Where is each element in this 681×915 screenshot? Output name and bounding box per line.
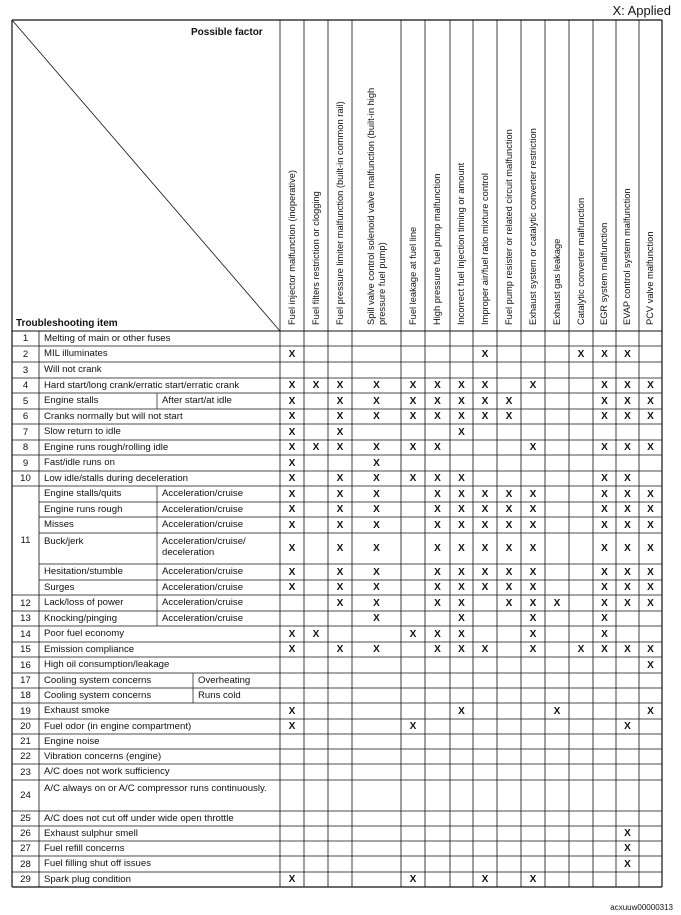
- applied-mark: X: [434, 488, 441, 500]
- applied-mark: X: [624, 519, 631, 531]
- applied-mark: X: [336, 380, 344, 391]
- row-number: 2: [22, 348, 29, 360]
- applied-mark: X: [434, 395, 441, 407]
- applied-mark: X: [336, 519, 344, 531]
- factor-label-line: Fuel pump resister or related circuit malfunction: [503, 129, 514, 325]
- applied-mark: X: [373, 411, 380, 422]
- applied-mark: X: [601, 566, 608, 578]
- applied-mark: X: [481, 395, 489, 407]
- applied-mark: X: [409, 442, 417, 453]
- applied-mark: X: [647, 705, 654, 717]
- factor-label-line: Fuel leakage at fuel line: [407, 226, 418, 325]
- row-number: 13: [20, 613, 31, 624]
- applied-mark: X: [288, 411, 296, 422]
- applied-mark: X: [458, 473, 465, 484]
- applied-mark: X: [505, 582, 513, 593]
- applied-mark: X: [373, 613, 380, 624]
- troubleshooting-item-heading: Troubleshooting item: [16, 318, 118, 329]
- applied-mark: X: [288, 582, 296, 593]
- applied-mark: X: [481, 582, 489, 593]
- condition-cell: Overheating: [198, 675, 251, 686]
- applied-mark: X: [409, 380, 417, 391]
- applied-mark: X: [312, 442, 320, 453]
- factor-label: [504, 129, 515, 325]
- troubleshooting-item: A/C does not cut off under wide open throttle: [44, 813, 234, 824]
- row-number: 6: [22, 411, 29, 422]
- troubleshooting-item: Cranks normally but will not start: [44, 411, 183, 422]
- image-code: acxuuw00000313: [610, 903, 673, 912]
- applied-mark: X: [373, 488, 380, 500]
- condition-cell: Runs cold: [198, 690, 241, 701]
- applied-mark: X: [624, 348, 631, 360]
- troubleshooting-item: Will not crank: [44, 364, 102, 375]
- row-number: 1: [22, 333, 29, 344]
- applied-mark: X: [312, 380, 320, 391]
- row-number: 15: [20, 644, 31, 655]
- applied-mark: X: [624, 597, 631, 609]
- applied-mark: X: [481, 543, 489, 554]
- troubleshooting-item: Fuel odor (in engine compartment): [44, 721, 192, 732]
- applied-mark: X: [288, 442, 296, 453]
- applied-mark: X: [601, 628, 608, 640]
- troubleshooting-item: Fuel refill concerns: [44, 843, 125, 854]
- row-number: 27: [20, 843, 31, 854]
- applied-mark: X: [647, 395, 654, 407]
- applied-mark: X: [336, 582, 344, 593]
- applied-mark: X: [336, 504, 344, 515]
- applied-mark: X: [647, 411, 654, 422]
- applied-mark: X: [601, 613, 608, 624]
- applied-mark: X: [481, 566, 489, 578]
- applied-mark: X: [481, 488, 489, 500]
- applied-mark: X: [601, 411, 608, 422]
- applied-mark: X: [529, 613, 537, 624]
- troubleshooting-item: Fast/idle runs on: [44, 457, 115, 468]
- applied-mark: X: [336, 442, 344, 453]
- troubleshooting-item: Engine stalls/quits: [44, 488, 122, 499]
- applied-mark: X: [373, 566, 380, 578]
- factor-label-line: Fuel pressure limiter malfunction (built-in common rail): [334, 101, 345, 325]
- applied-mark: X: [336, 488, 344, 500]
- applied-mark: X: [577, 644, 585, 655]
- applied-mark: X: [434, 644, 441, 655]
- applied-mark: X: [601, 644, 608, 655]
- applied-mark: X: [288, 628, 296, 640]
- applied-mark: X: [529, 644, 537, 655]
- applied-mark: X: [505, 597, 513, 609]
- factor-label-line: Improper air/fuel ratio mixture control: [479, 173, 490, 325]
- applied-mark: X: [458, 705, 465, 717]
- troubleshooting-item: Emission compliance: [44, 644, 135, 655]
- applied-mark: X: [647, 597, 654, 609]
- applied-mark: X: [624, 473, 631, 484]
- factor-label-line: Incorrect fuel injection timing or amount: [456, 162, 466, 325]
- applied-mark: X: [373, 644, 380, 655]
- troubleshooting-item: Cooling system concerns: [44, 690, 152, 701]
- row-number: 3: [22, 364, 29, 376]
- applied-mark: X: [434, 519, 441, 531]
- troubleshooting-item: Exhaust sulphur smell: [44, 828, 138, 839]
- applied-mark: X: [288, 874, 296, 885]
- troubleshooting-item: Buck/jerk: [44, 536, 84, 547]
- factor-label: [432, 174, 443, 325]
- row-number: 26: [20, 828, 31, 839]
- applied-mark: X: [481, 411, 489, 422]
- factor-label: [622, 188, 633, 325]
- troubleshooting-item: Melting of main or other fuses: [44, 333, 171, 344]
- applied-mark: X: [505, 566, 513, 578]
- applied-mark: X: [529, 488, 537, 500]
- troubleshooting-item: MIL illuminates: [44, 348, 108, 359]
- factor-label: [335, 101, 346, 325]
- applied-mark: X: [288, 644, 296, 655]
- factor-label-line: EVAP control system malfunction: [622, 188, 632, 325]
- troubleshooting-item: Misses: [44, 519, 74, 530]
- row-number: 23: [20, 766, 31, 778]
- factor-label: [528, 128, 539, 325]
- applied-mark: X: [288, 395, 296, 407]
- row-number: 5: [22, 395, 29, 407]
- applied-mark: X: [647, 504, 654, 515]
- applied-mark: X: [288, 519, 296, 531]
- applied-mark: X: [529, 543, 537, 554]
- factor-label: [552, 239, 563, 325]
- applied-mark: X: [553, 597, 561, 609]
- applied-mark: X: [624, 543, 631, 554]
- applied-mark: X: [288, 488, 296, 500]
- troubleshooting-item: Surges: [44, 582, 75, 593]
- header-diagonal: [12, 20, 280, 331]
- applied-mark: X: [458, 395, 465, 407]
- applied-mark: X: [288, 566, 296, 578]
- applied-mark: X: [601, 395, 608, 407]
- troubleshooting-item: A/C does not work sufficiency: [44, 766, 170, 777]
- troubleshooting-item: A/C always on or A/C compressor runs continuously.: [44, 783, 267, 794]
- applied-mark: X: [624, 380, 631, 391]
- applied-mark: X: [647, 659, 654, 671]
- condition-cell: Acceleration/cruise: [162, 582, 244, 593]
- condition-cell: Acceleration/cruise: [162, 613, 244, 624]
- applied-mark: X: [373, 457, 380, 469]
- factor-label-line: Spill valve control solenoid valve malfunction (built-in high: [365, 87, 376, 325]
- troubleshooting-item: Low idle/stalls during deceleration: [44, 473, 188, 484]
- applied-mark: X: [481, 348, 489, 360]
- applied-mark: X: [529, 442, 537, 453]
- applied-mark: X: [373, 380, 380, 391]
- applied-mark: X: [624, 644, 631, 655]
- applied-mark: X: [434, 566, 441, 578]
- applied-mark: X: [505, 488, 513, 500]
- row-number: 7: [22, 426, 29, 438]
- applied-mark: X: [529, 597, 537, 609]
- applied-mark: X: [336, 644, 344, 655]
- troubleshooting-item: Knocking/pinging: [44, 613, 118, 624]
- applied-mark: X: [434, 597, 441, 609]
- applied-mark: X: [458, 380, 465, 391]
- applied-mark: X: [458, 426, 465, 438]
- condition-cell: Acceleration/cruise/ deceleration: [162, 536, 246, 558]
- applied-mark: X: [288, 705, 296, 717]
- factor-label: [599, 223, 610, 325]
- applied-mark: X: [577, 348, 585, 360]
- condition-cell: Acceleration/cruise: [162, 504, 244, 515]
- applied-mark: X: [458, 628, 465, 640]
- factor-label: [311, 191, 322, 325]
- applied-mark: X: [373, 395, 380, 407]
- applied-mark: X: [624, 721, 631, 732]
- applied-mark: X: [624, 442, 631, 453]
- applied-mark: X: [336, 566, 344, 578]
- condition-cell: Acceleration/cruise: [162, 566, 244, 577]
- applied-mark: X: [529, 380, 537, 391]
- applied-mark: X: [601, 582, 608, 593]
- applied-mark: X: [624, 858, 631, 870]
- applied-mark: X: [288, 457, 296, 469]
- factor-label: [287, 170, 298, 325]
- row-number: 17: [20, 675, 31, 686]
- applied-mark: X: [373, 582, 380, 593]
- troubleshooting-item: Cooling system concerns: [44, 675, 152, 686]
- applied-mark: X: [601, 348, 608, 360]
- condition-cell: Acceleration/cruise: [162, 519, 244, 530]
- applied-mark: X: [505, 519, 513, 531]
- applied-mark: X: [529, 582, 537, 593]
- applied-mark: X: [373, 597, 380, 609]
- condition-cell: Acceleration/cruise: [162, 488, 244, 499]
- applied-mark: X: [409, 395, 417, 407]
- row-number: 16: [20, 659, 31, 671]
- applied-mark: X: [647, 543, 654, 554]
- applied-mark: X: [336, 597, 344, 609]
- factor-label: [645, 231, 656, 325]
- factor-label-line: Catalytic converter malfunction: [575, 197, 586, 325]
- factor-label: [408, 227, 419, 325]
- troubleshooting-item: Engine noise: [44, 736, 100, 747]
- applied-mark: X: [601, 543, 608, 554]
- applied-mark: X: [481, 644, 489, 655]
- applied-mark: X: [481, 504, 489, 515]
- applied-mark: X: [288, 380, 296, 391]
- factor-label: [366, 88, 388, 325]
- troubleshooting-item: Hesitation/stumble: [44, 566, 123, 577]
- applied-mark: X: [529, 566, 537, 578]
- applied-mark: X: [601, 519, 608, 531]
- applied-mark: X: [434, 582, 441, 593]
- applied-mark: X: [647, 380, 654, 391]
- applied-mark: X: [288, 426, 296, 438]
- applied-mark: X: [624, 828, 631, 839]
- applied-mark: X: [458, 582, 465, 593]
- factor-label-line: Exhaust system or catalytic converter restriction: [527, 128, 538, 325]
- applied-mark: X: [373, 543, 380, 554]
- factor-label-line: Fuel injector malfunction (inoperative): [286, 169, 297, 325]
- applied-mark: X: [458, 644, 465, 655]
- applied-mark: X: [529, 874, 537, 885]
- applied-mark: X: [624, 411, 631, 422]
- applied-mark: X: [336, 395, 344, 407]
- row-number: 14: [20, 628, 31, 640]
- applied-mark: X: [529, 628, 537, 640]
- applied-mark: X: [601, 597, 608, 609]
- row-number: 4: [22, 380, 29, 391]
- applied-mark: X: [647, 566, 654, 578]
- applied-mark: X: [434, 504, 441, 515]
- row-number: 8: [22, 442, 29, 453]
- applied-mark: X: [624, 566, 631, 578]
- applied-mark: X: [458, 411, 465, 422]
- applied-mark: X: [336, 411, 344, 422]
- applied-mark: X: [505, 543, 513, 554]
- applied-mark: X: [434, 442, 441, 453]
- applied-mark: X: [336, 543, 344, 554]
- troubleshooting-item: Fuel filling shut off issues: [44, 858, 152, 869]
- applied-mark: X: [458, 566, 465, 578]
- applied-mark: X: [529, 519, 537, 531]
- applied-mark: X: [373, 442, 380, 453]
- applied-mark: X: [336, 473, 344, 484]
- applied-mark: X: [409, 411, 417, 422]
- factor-label-line: PCV valve malfunction: [645, 231, 655, 325]
- applied-mark: X: [529, 504, 537, 515]
- applied-mark: X: [288, 543, 296, 554]
- applied-mark: X: [434, 380, 441, 391]
- condition-cell: After start/at idle: [162, 395, 232, 406]
- troubleshooting-item: Spark plug condition: [44, 874, 131, 885]
- troubleshooting-item: Poor fuel economy: [44, 628, 124, 639]
- applied-mark: X: [458, 504, 465, 515]
- troubleshooting-item: Hard start/long crank/erratic start/erratic crank: [44, 380, 240, 391]
- row-number: 10: [20, 473, 31, 484]
- applied-mark: X: [481, 874, 489, 885]
- applied-mark: X: [409, 874, 417, 885]
- row-number: 28: [20, 858, 31, 870]
- applied-mark: X: [624, 843, 631, 854]
- applied-mark: X: [458, 519, 465, 531]
- row-number: 20: [20, 721, 31, 732]
- troubleshooting-item: Lack/loss of power: [44, 597, 124, 608]
- applied-mark: X: [647, 442, 654, 453]
- factor-label: [576, 198, 587, 325]
- legend-applied: X: Applied: [612, 3, 671, 18]
- row-number: 21: [20, 736, 31, 747]
- factor-label-line: Fuel filters restriction or clogging: [310, 191, 321, 325]
- applied-mark: X: [458, 488, 465, 500]
- applied-mark: X: [624, 582, 631, 593]
- factor-label: [480, 173, 491, 325]
- applied-mark: X: [409, 721, 417, 732]
- applied-mark: X: [647, 519, 654, 531]
- factor-label-line: Exhaust gas leakage: [551, 238, 562, 325]
- applied-mark: X: [373, 504, 380, 515]
- row-number: 25: [20, 813, 31, 824]
- applied-mark: X: [647, 644, 654, 655]
- applied-mark: X: [624, 395, 631, 407]
- applied-mark: X: [624, 488, 631, 500]
- troubleshooting-item: Engine runs rough/rolling idle: [44, 442, 169, 453]
- row-number: 12: [20, 597, 31, 609]
- applied-mark: X: [373, 519, 380, 531]
- applied-mark: X: [434, 543, 441, 554]
- applied-mark: X: [601, 442, 608, 453]
- row-number: 24: [20, 790, 31, 801]
- applied-mark: X: [553, 705, 561, 717]
- troubleshooting-item: Engine runs rough: [44, 504, 123, 515]
- applied-mark: X: [505, 411, 513, 422]
- factor-label-line: High pressure fuel pump malfunction: [432, 173, 442, 325]
- row-number: 9: [22, 457, 29, 469]
- applied-mark: X: [505, 504, 513, 515]
- applied-mark: X: [312, 628, 320, 640]
- applied-mark: X: [409, 473, 417, 484]
- condition-cell: Acceleration/cruise: [162, 597, 244, 608]
- applied-mark: X: [481, 519, 489, 531]
- applied-mark: X: [288, 721, 296, 732]
- troubleshooting-item: Exhaust smoke: [44, 705, 110, 716]
- factor-label-line: pressure fuel pump): [376, 242, 387, 325]
- troubleshooting-item: Slow return to idle: [44, 426, 121, 437]
- applied-mark: X: [288, 473, 296, 484]
- applied-mark: X: [288, 348, 296, 360]
- possible-factor-heading: Possible factor: [191, 27, 263, 38]
- row-number: 22: [20, 751, 31, 762]
- factor-label-line: EGR system malfunction: [599, 222, 609, 325]
- troubleshooting-item: Vibration concerns (engine): [44, 751, 162, 762]
- applied-mark: X: [624, 504, 631, 515]
- row-number: 19: [20, 705, 31, 717]
- applied-mark: X: [601, 504, 608, 515]
- applied-mark: X: [458, 613, 465, 624]
- row-number: 18: [20, 690, 31, 701]
- applied-mark: X: [458, 597, 465, 609]
- factor-label: [456, 163, 467, 325]
- applied-mark: X: [336, 426, 344, 438]
- troubleshooting-item: Engine stalls: [44, 395, 99, 406]
- applied-mark: X: [288, 504, 296, 515]
- applied-mark: X: [434, 473, 441, 484]
- applied-mark: X: [373, 473, 380, 484]
- applied-mark: X: [505, 395, 513, 407]
- applied-mark: X: [434, 411, 441, 422]
- applied-mark: X: [647, 488, 654, 500]
- applied-mark: X: [481, 380, 489, 391]
- applied-mark: X: [434, 628, 441, 640]
- applied-mark: X: [409, 628, 417, 640]
- applied-mark: X: [458, 543, 465, 554]
- applied-mark: X: [647, 582, 654, 593]
- row-number: 29: [20, 874, 31, 885]
- row-number: 11: [20, 534, 31, 546]
- applied-mark: X: [601, 380, 608, 391]
- applied-mark: X: [601, 488, 608, 500]
- applied-mark: X: [601, 473, 608, 484]
- troubleshooting-item: High oil consumption/leakage: [44, 659, 170, 670]
